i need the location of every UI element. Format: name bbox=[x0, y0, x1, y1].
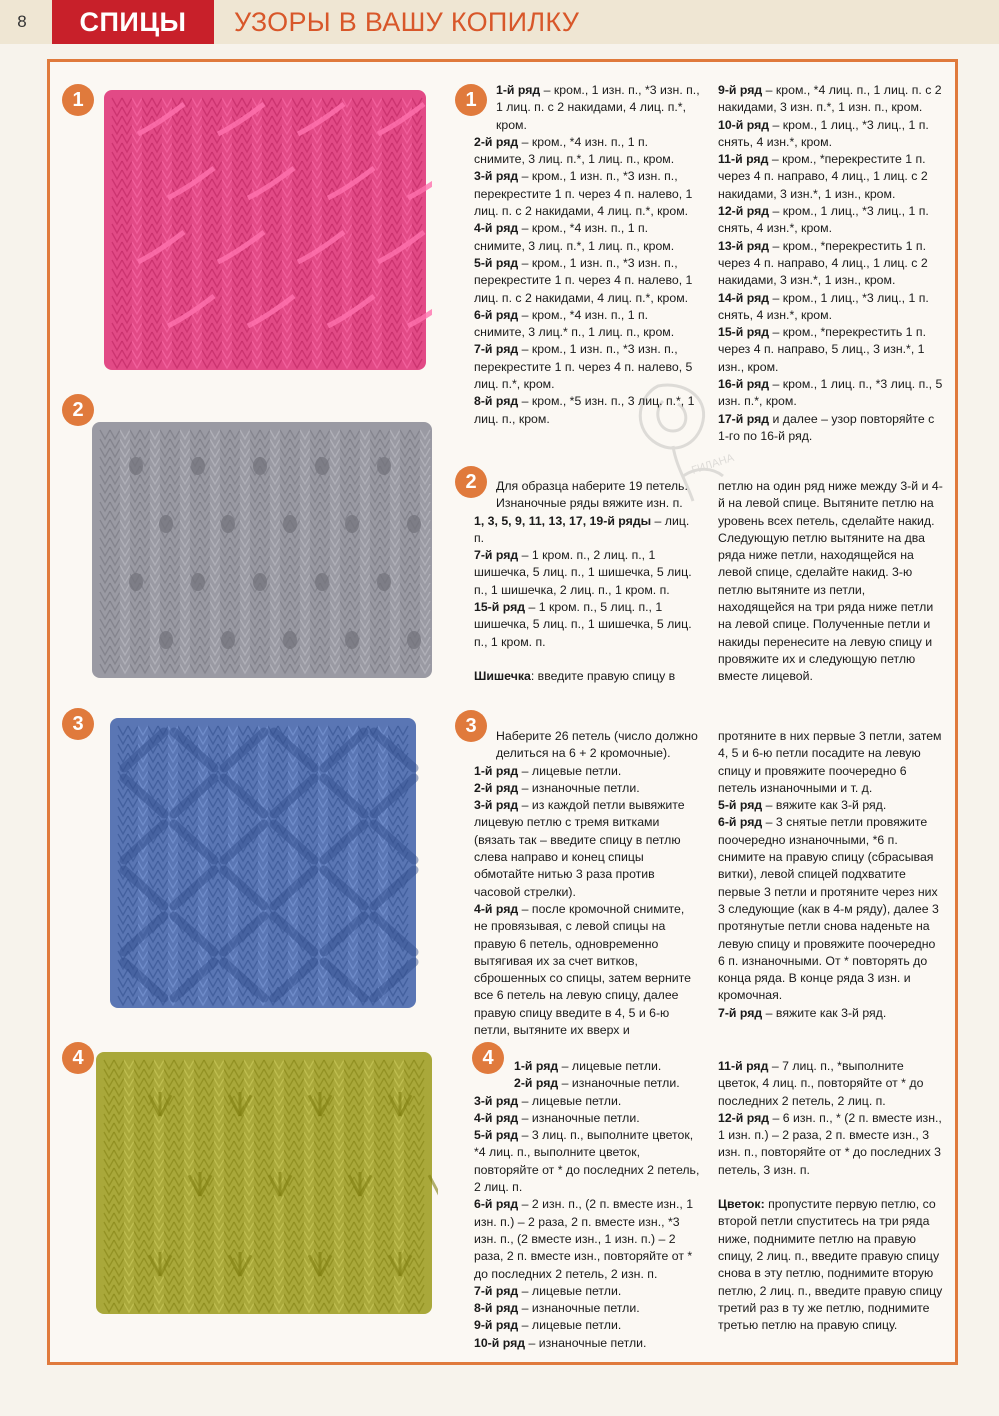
row-text: – вяжите как 3-й ряд. bbox=[762, 1005, 887, 1020]
instruction-row bbox=[474, 1127, 700, 1196]
row-label: 14-й ряд bbox=[718, 290, 770, 305]
row-label: 1, 3, 5, 9, 11, 13, 17, 19-й ряды bbox=[474, 513, 652, 528]
pattern-2-left-column bbox=[474, 478, 700, 685]
pattern-intro: Наберите 26 петель (число должно делиться на 6 + 2 кромочные). bbox=[496, 729, 698, 761]
row-text: – лиц. п. bbox=[474, 513, 690, 545]
instruction-row bbox=[718, 1005, 944, 1022]
row-text: – лицевые петли. bbox=[558, 1059, 662, 1073]
row-label: 5-й ряд bbox=[474, 1128, 519, 1143]
instruction-row bbox=[718, 1058, 944, 1110]
row-label: 4-й ряд bbox=[474, 901, 519, 916]
pattern-4-text-badge: 4 bbox=[472, 1042, 504, 1074]
row-text: – кром., 1 лиц., *3 лиц., 1 п. снять, 4 изн.*, кром. bbox=[718, 117, 929, 149]
instruction-row bbox=[474, 1093, 700, 1110]
row-label: 7-й ряд bbox=[474, 1283, 519, 1298]
instruction-row bbox=[718, 324, 944, 376]
instruction-row bbox=[718, 290, 944, 325]
row-label: 16-й ряд bbox=[718, 377, 770, 392]
row-text: – кром., *4 изн. п., 1 п. снимите, 3 лиц. п.*, 1 лиц. п., кром. bbox=[474, 134, 675, 167]
pattern-2-text-badge: 2 bbox=[455, 466, 487, 498]
row-text: – лицевые петли. bbox=[518, 763, 622, 778]
row-text: – 6 изн. п., * (2 п. вместе изн., 1 изн. п.) – 2 раза, 2 п. вместе изн., 3 изн. п., повторяйте от * до последних 3 петель, 3 изн. п. bbox=[718, 1110, 942, 1177]
instruction-row bbox=[474, 255, 700, 307]
page-number: 8 bbox=[17, 12, 27, 31]
row-label: Цветок: bbox=[718, 1197, 765, 1212]
row-label: 10-й ряд bbox=[474, 1335, 526, 1350]
section-tag: СПИЦЫ bbox=[52, 0, 214, 44]
row-label: 1-й ряд bbox=[514, 1059, 559, 1073]
row-text: – 1 кром. п., 2 лиц. п., 1 шишечка, 5 лиц. п., 1 шишечка, 5 лиц. п., 1 шишечка, 2 лиц. п., 1 кром. п. bbox=[474, 548, 692, 597]
row-label: 6-й ряд bbox=[474, 307, 519, 322]
instruction-row bbox=[474, 1196, 700, 1282]
row-label: 1-й ряд bbox=[474, 763, 519, 778]
row-label: 5-й ряд bbox=[474, 255, 519, 270]
row-text: – изнаночные петли. bbox=[518, 1110, 640, 1125]
instruction-row bbox=[474, 797, 700, 901]
row-text: – кром., 1 изн. п., *3 изн. п., перекрестите 1 п. через 4 п. налево, 5 лиц. п.*, кром. bbox=[474, 342, 693, 392]
instruction-row bbox=[474, 668, 700, 685]
instruction-row bbox=[718, 151, 944, 203]
instruction-row bbox=[474, 547, 700, 599]
instruction-row bbox=[718, 814, 944, 1004]
watermark-text: ГИЛАНА bbox=[690, 451, 736, 477]
pattern-1-photo-badge: 1 bbox=[62, 84, 94, 116]
pattern-1-right-column bbox=[718, 82, 944, 445]
row-label: 6-й ряд bbox=[718, 815, 763, 830]
row-text: – 2 изн. п., (2 п. вместе изн., 1 изн. п.) – 2 раза, 2 п. вместе изн., *3 изн. п., (2 вместе изн., 1 изн. п.) – 2 раза, 2 п. вместе изн., повторяйте от * до последних 2 петель, 2 изн. п. bbox=[474, 1197, 694, 1281]
row-text: – 3 лиц. п., выполните цветок, *4 лиц. п., выполните цветок, повторяйте от * до последних 2 петель, 2 лиц. п. bbox=[474, 1128, 700, 1195]
row-text: – кром., *5 изн. п., 3 лиц. п.*, 1 лиц. п., кром. bbox=[474, 394, 695, 426]
row-label: 3-й ряд bbox=[474, 1093, 519, 1108]
instruction-row bbox=[474, 341, 700, 393]
row-label: 8-й ряд bbox=[474, 394, 519, 409]
row-label: 1-й ряд bbox=[496, 83, 541, 97]
instruction-row bbox=[474, 1110, 700, 1127]
row-text: : введите правую спицу в bbox=[530, 668, 676, 683]
pattern-2-photo bbox=[86, 416, 438, 684]
knitted-swatch bbox=[86, 416, 438, 684]
row-text: петлю на один ряд ниже между 3-й и 4-й на левой спице. Вытяните петлю на уровень всех петель, сделайте накид. Следующую петлю вытяните на два ряда ниже петли, находящейся на левой спице, сделайте накид. 3-ю петлю вытяните из петли, находящейся на три ряда ниже петли на левой спице. Полученные петли и накиды перенесите на левую спицу и провяжите их и следующую петлю вместе лицевой. bbox=[718, 479, 943, 684]
instruction-row bbox=[474, 1335, 700, 1352]
row-text: – кром., *перекрестить 1 п. через 4 п. направо, 5 лиц., 3 изн.*, 1 изн., кром. bbox=[718, 325, 926, 374]
knitted-swatch bbox=[98, 84, 432, 376]
pattern-3-photo bbox=[104, 712, 422, 1014]
page-header bbox=[0, 0, 999, 44]
row-label: 12-й ряд bbox=[718, 1110, 770, 1125]
row-text: – кром., 1 лиц. п., *3 лиц. п., 5 изн. п.*, кром. bbox=[718, 377, 943, 409]
row-text: – лицевые петли. bbox=[518, 1093, 622, 1108]
row-label: 7-й ряд bbox=[474, 342, 519, 357]
row-label: 4-й ряд bbox=[474, 1110, 519, 1125]
pattern-1-text-badge: 1 bbox=[455, 84, 487, 116]
row-text: – изнаночные петли. bbox=[525, 1335, 647, 1350]
row-text: – кром., *4 изн. п., 1 п. снимите, 3 лиц. п.*, 1 лиц. п., кром. bbox=[474, 221, 675, 253]
row-label: 7-й ряд bbox=[474, 548, 519, 563]
pattern-1-photo bbox=[98, 84, 432, 376]
row-label: 9-й ряд bbox=[718, 83, 763, 97]
instruction-row bbox=[474, 393, 700, 428]
row-label: 13-й ряд bbox=[718, 238, 770, 253]
row-text: – после кромочной снимите, не провязывая, с левой спицы на правую 6 петель, одновременно вытягивая их за счет витков, сброшенных со спицы, затем верните все 6 петель на левую спицу, далее правую спицу введите в 4, 5 и 6-ю петли, вытяните их вверх и bbox=[474, 901, 691, 1038]
row-text: – 1 кром. п., 5 лиц. п., 1 шишечка, 5 лиц. п., 1 шишечка, 5 лиц. п., 1 кром. п. bbox=[474, 600, 692, 649]
row-text: – кром., 1 лиц., *3 лиц., 1 п. снять, 4 изн.*, кром. bbox=[718, 204, 929, 236]
instruction-row bbox=[718, 478, 944, 686]
instruction-row bbox=[718, 1110, 944, 1179]
pattern-intro: Для образца наберите 19 петель. Изнаночные ряды вяжите изн. п. bbox=[496, 479, 688, 511]
pattern-4-right-column bbox=[718, 1058, 944, 1334]
instruction-row bbox=[474, 513, 700, 548]
instruction-row bbox=[474, 1317, 700, 1334]
row-text: – кром., 1 лиц., *3 лиц., 1 п. снять, 4 изн.*, кром. bbox=[718, 290, 929, 322]
row-label: 12-й ряд bbox=[718, 204, 770, 219]
row-label: 6-й ряд bbox=[474, 1197, 519, 1212]
instruction-row bbox=[474, 82, 700, 134]
pattern-3-photo-badge: 3 bbox=[62, 708, 94, 740]
row-text: – изнаночные петли. bbox=[518, 780, 640, 795]
pattern-4-left-column bbox=[474, 1058, 700, 1352]
row-label: 9-й ряд bbox=[474, 1318, 519, 1333]
row-text: – лицевые петли. bbox=[518, 1318, 622, 1333]
row-text: пропустите первую петлю, со второй петли спуститесь на три ряда ниже, поднимите петлю на правую спицу, 2 лиц. п., введите правую спицу снова в эту петлю, поднимите вторую петлю, 2 лиц. п., введите правую спицу третий раз в ту же петлю, поднимите третью петлю на правую спицу. bbox=[718, 1197, 943, 1333]
instruction-row bbox=[474, 168, 700, 220]
row-text: – 3 снятые петли провяжите поочередно изнаночными, *6 п. снимите на правую спицу (сбрасывая витки), левой спицей подхватите первые 3 петли и протяните через них 3 следующие (как в 4-м ряду), далее 3 протянутые петли снова наденьте на левую спицу и провяжите поочередно 6 п. изнаночными. От * повторять до конца ряда. В конце ряда 3 изн. и кромочная. bbox=[718, 815, 939, 1003]
row-text: – изнаночные петли. bbox=[558, 1076, 680, 1091]
row-label: 11-й ряд bbox=[718, 152, 769, 167]
pattern-2-photo-badge: 2 bbox=[62, 394, 94, 426]
row-text: – кром., *4 лиц. п., 1 лиц. п. с 2 накидами, 3 изн. п.*, 1 изн. п., кром. bbox=[718, 83, 942, 115]
row-label: 3-й ряд bbox=[474, 169, 519, 184]
instruction-row bbox=[474, 763, 700, 780]
row-text: – кром., 1 изн. п., *3 изн. п., 1 лиц. п. с 2 накидами, 4 лиц. п.*, кром. bbox=[496, 83, 700, 132]
pattern-3-right-column bbox=[718, 728, 944, 1022]
pattern-1-left-column bbox=[474, 82, 700, 428]
row-label: 17-й ряд bbox=[718, 411, 770, 426]
instruction-row bbox=[718, 203, 944, 238]
instruction-row bbox=[718, 797, 944, 814]
instruction-row bbox=[474, 220, 700, 255]
row-text: – кром., 1 изн. п., *3 изн. п., перекрестите 1 п. через 4 п. налево, 1 лиц. п. с 2 накидами, 4 лиц. п.*, кром. bbox=[474, 169, 693, 219]
instruction-row bbox=[718, 376, 944, 411]
row-label: 2-й ряд bbox=[474, 780, 519, 795]
row-label: 10-й ряд bbox=[718, 117, 770, 132]
row-text: – вяжите как 3-й ряд. bbox=[762, 798, 887, 813]
row-text: – 7 лиц. п., *выполните цветок, 4 лиц. п., повторяйте от * до последних 2 петель, 2 лиц. п. bbox=[718, 1059, 924, 1108]
pattern-3-text-badge: 3 bbox=[455, 710, 487, 742]
row-text: – кром., *перекрестите 1 п. через 4 п. направо, 4 лиц., 1 лиц. с 2 накидами, 3 изн.*, 1 изн., кром. bbox=[718, 152, 928, 201]
row-label: 4-й ряд bbox=[474, 221, 519, 236]
pattern-2-right-column bbox=[718, 478, 944, 686]
row-text: – лицевые петли. bbox=[518, 1283, 622, 1298]
row-text: протяните в них первые 3 петли, затем 4, 5 и 6-ю петли посадите на левую спицу и провяжите поочередно 6 петель изнаночными и т. д. bbox=[718, 729, 942, 795]
row-label: 15-й ряд bbox=[474, 600, 526, 615]
instruction-row bbox=[718, 82, 944, 117]
row-label: 2-й ряд bbox=[514, 1076, 559, 1091]
instruction-row bbox=[474, 1075, 700, 1092]
instruction-row bbox=[474, 1283, 700, 1300]
instruction-row bbox=[474, 134, 700, 169]
row-label: 2-й ряд bbox=[474, 134, 519, 149]
row-label: 7-й ряд bbox=[718, 1005, 763, 1020]
pattern-4-photo-badge: 4 bbox=[62, 1042, 94, 1074]
row-text: – из каждой петли вывяжите лицевую петлю с тремя витками (вязать так – введите спицу в петлю слева направо и конец спицы обмотайте нитью 3 раза против часовой стрелки). bbox=[474, 798, 685, 899]
section-title: УЗОРЫ В ВАШУ КОПИЛКУ bbox=[234, 7, 580, 37]
row-label: 5-й ряд bbox=[718, 798, 763, 813]
instruction-row bbox=[474, 1058, 700, 1075]
instruction-row bbox=[718, 1196, 944, 1334]
row-label: 8-й ряд bbox=[474, 1301, 519, 1316]
row-label: 11-й ряд bbox=[718, 1059, 769, 1073]
row-text: – кром., 1 изн. п., *3 изн. п., перекрестите 1 п. через 4 п. налево, 1 лиц. п. с 2 накидами, 4 лиц. п.*, кром. bbox=[474, 255, 693, 305]
instruction-row bbox=[718, 238, 944, 290]
instruction-row bbox=[718, 117, 944, 152]
instruction-row bbox=[474, 901, 700, 1039]
pattern-3-left-column bbox=[474, 728, 700, 1039]
row-text: и далее – узор повторяйте с 1-го по 16-й ряд. bbox=[718, 411, 935, 443]
instruction-row bbox=[474, 599, 700, 651]
instruction-row bbox=[474, 1300, 700, 1317]
pattern-4-photo bbox=[90, 1046, 438, 1320]
instruction-row bbox=[474, 780, 700, 797]
row-label: 3-й ряд bbox=[474, 798, 519, 813]
instruction-row bbox=[718, 728, 944, 797]
knitted-swatch bbox=[104, 712, 422, 1014]
row-text: – кром., *перекрестить 1 п. через 4 п. направо, 4 лиц., 1 лиц. с 2 накидами, 3 изн.*, 1 изн., кром. bbox=[718, 238, 928, 288]
instruction-row bbox=[474, 307, 700, 342]
row-label: 15-й ряд bbox=[718, 325, 770, 340]
row-label: Шишечка bbox=[474, 668, 531, 683]
knitted-swatch bbox=[90, 1046, 438, 1320]
row-text: – кром., *4 изн. п., 1 п. снимите, 3 лиц.* п., 1 лиц. п., кром. bbox=[474, 307, 675, 340]
instruction-row bbox=[718, 411, 944, 446]
row-text: – изнаночные петли. bbox=[518, 1301, 640, 1316]
